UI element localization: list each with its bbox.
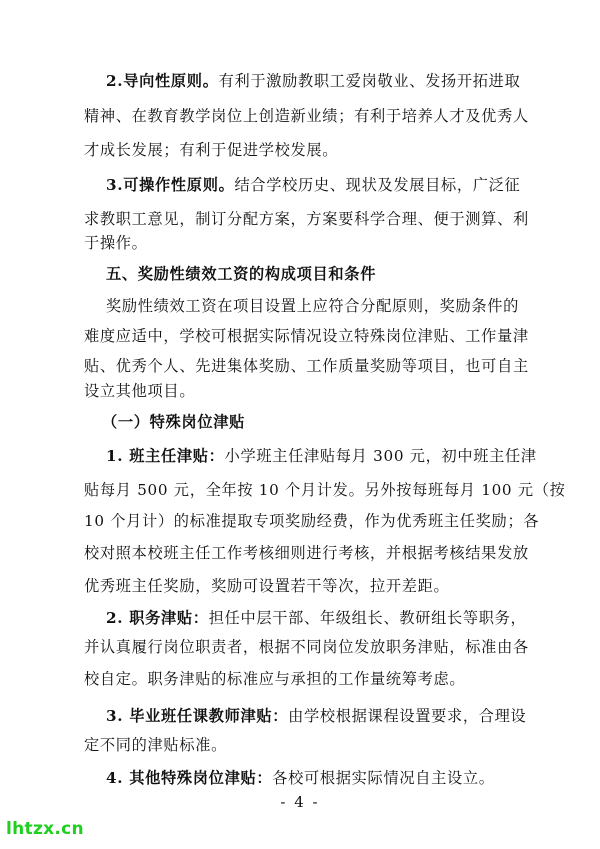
- section-heading-text: 五、奖励性绩效工资的构成项目和条件: [106, 265, 377, 283]
- text-run: 精神、在教育教学岗位上创造新业绩；有利于培养人才及优秀人: [84, 107, 529, 125]
- text-run: 10 个月计）的标准提取专项奖励经费，作为优秀班主任奖励；各: [84, 512, 540, 530]
- text-run: 才成长发展；有利于促进学校发展。: [84, 141, 339, 159]
- para-other-allowance-line-1: [106, 769, 550, 788]
- text-run: 求教职工意见，制订分配方案，方案要科学合理、便于测算、利: [84, 210, 529, 228]
- section-heading-five: [106, 265, 550, 284]
- post-allowance-label: 2. 职务津贴：: [106, 609, 209, 627]
- text-run: 担任中层干部、年级组长、教研组长等职务，: [208, 609, 527, 627]
- text-run: 并认真履行岗位职责者，根据不同岗位发放职务津贴，标准由各: [84, 638, 529, 656]
- text-run: 结合学校历史、现状及发展目标，广泛征: [234, 176, 521, 194]
- text-run: 校自定。职务津贴的标准应与承担的工作量统筹考虑。: [84, 670, 466, 688]
- para-post-allowance-line-2: [84, 638, 528, 657]
- text-run: 定不同的津贴标准。: [84, 736, 227, 754]
- para-graduating-class-line-1: [106, 707, 550, 726]
- text-run: 优秀班主任奖励，奖励可设置若干等次，拉开差距。: [84, 577, 450, 595]
- page-number: - 4 -: [280, 793, 320, 811]
- text-run: 贴、优秀个人、先进集体奖励、工作质量奖励等项目，也可自主: [84, 357, 529, 375]
- text-run: 有利于激励教职工爱岗敬业、发扬开拓进取: [218, 72, 521, 90]
- para-principle-3-line-3: [84, 234, 528, 253]
- para-post-allowance-line-3: [84, 670, 528, 689]
- text-run: 奖励性绩效工资在项目设置上应符合分配原则，奖励条件的: [106, 297, 520, 315]
- para-intro-line-3: [84, 357, 528, 376]
- para-post-allowance-line-1: [106, 609, 550, 628]
- para-class-teacher-line-1: [106, 447, 550, 466]
- graduating-class-allowance-label: 3. 毕业班任课教师津贴：: [106, 707, 289, 725]
- text-run: 难度应适中，学校可根据实际情况设立特殊岗位津贴、工作量津: [84, 327, 529, 345]
- para-principle-2-line-3: [84, 141, 528, 160]
- other-allowance-label: 4. 其他特殊岗位津贴：: [106, 769, 273, 787]
- subsection-heading-text: （一）特殊岗位津贴: [102, 413, 245, 431]
- text-run: 于操作。: [84, 234, 148, 252]
- text-run: 各校可根据实际情况自主设立。: [272, 769, 495, 787]
- text-run: 贴每月 500 元，全年按 10 个月计发。另外按每班每月 100 元（按: [84, 481, 566, 499]
- subsection-heading-one: [102, 413, 546, 432]
- para-class-teacher-line-3: [84, 512, 540, 531]
- para-principle-2-line-2: [84, 107, 528, 126]
- para-intro-line-1: [106, 297, 550, 316]
- para-class-teacher-line-5: [84, 577, 528, 596]
- para-principle-2-line-1: [106, 72, 550, 91]
- para-class-teacher-line-2: [84, 481, 566, 500]
- para-intro-line-2: [84, 327, 528, 346]
- text-run: 小学班主任津贴每月 300 元，初中班主任津: [224, 447, 537, 465]
- principle-2-heading: 2.导向性原则。: [106, 72, 219, 90]
- para-principle-3-line-2: [84, 210, 528, 229]
- text-run: 校对照本校班主任工作考核细则进行考核，并根据考核结果发放: [84, 544, 529, 562]
- site-watermark: lhtzx.cn: [6, 819, 84, 839]
- text-run: 由学校根据课程设置要求，合理设: [288, 707, 527, 725]
- text-run: 设立其他项目。: [84, 382, 196, 400]
- principle-3-heading: 3.可操作性原则。: [106, 176, 235, 194]
- para-class-teacher-line-4: [84, 544, 528, 563]
- para-intro-line-4: [84, 382, 528, 401]
- para-graduating-class-line-2: [84, 736, 528, 755]
- para-principle-3-line-1: [106, 176, 550, 195]
- class-teacher-allowance-label: 1. 班主任津贴：: [106, 447, 225, 465]
